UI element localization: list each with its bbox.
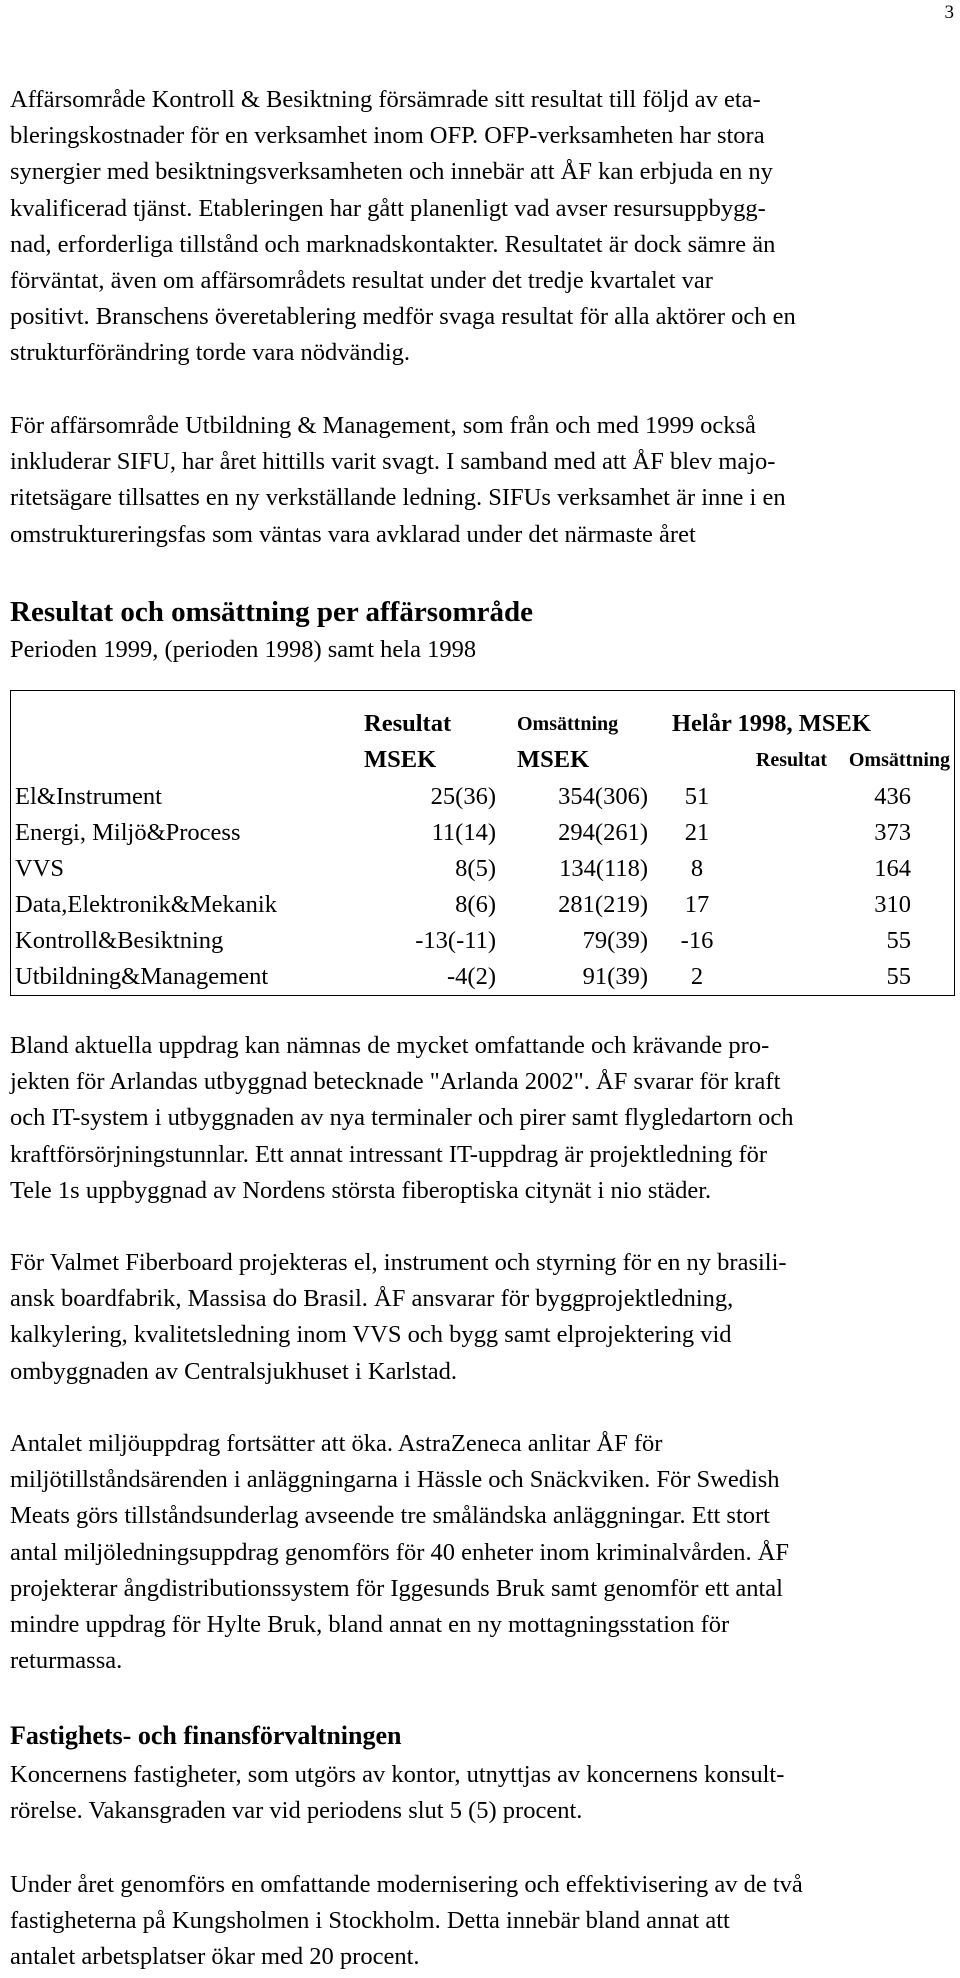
text-line: Under året genomförs en omfattande modernisering och effektivisering av de två <box>10 1871 803 1898</box>
text-line: ansk boardfabrik, Massisa do Brasil. ÅF ansvarar för byggprojektledning, <box>10 1285 734 1313</box>
text-line: kalkylering, kvalitetsledning inom VVS och bygg samt elprojektering vid <box>10 1321 732 1349</box>
text-line: ritetsägare tillsattes en ny verkställande ledning. SIFUs verksamhet är inne i en <box>10 484 786 512</box>
row-resultat: 25(36) <box>430 783 496 810</box>
text-line: ombyggnaden av Centralsjukhuset i Karlstad. <box>10 1357 458 1385</box>
row-resultat: -4(2) <box>447 963 496 990</box>
text-line: rörelse. Vakansgraden var vid periodens slut 5 (5) procent. <box>10 1797 583 1825</box>
row-name: Kontroll&Besiktning <box>15 927 224 954</box>
text-line: jekten för Arlandas utbyggnad betecknade "Arlanda 2002". ÅF svarar för kraft <box>10 1068 781 1096</box>
text-line: projekterar ångdistributionssystem för Iggesunds Bruk samt genomför ett antal <box>10 1574 783 1602</box>
row-helar-omsattning: 164 <box>874 855 911 882</box>
text-line: Koncernens fastigheter, som utgörs av kontor, utnyttjas av koncernens konsult- <box>10 1761 785 1788</box>
text-line: kraftförsörjningstunnlar. Ett annat intressant IT-uppdrag är projektledning för <box>10 1140 768 1168</box>
table-title: Resultat och omsättning per affärsområde <box>10 596 534 628</box>
header-helar-1998: Helår 1998, MSEK <box>672 710 871 737</box>
text-line: Tele 1s uppbyggnad av Nordens största fiberoptiska citynät i nio städer. <box>10 1176 712 1204</box>
row-omsattning: 281(219) <box>558 891 648 918</box>
text-line: returmassa. <box>10 1647 123 1675</box>
row-resultat: 8(6) <box>455 891 496 918</box>
row-name: VVS <box>15 855 65 882</box>
row-helar-resultat: 21 <box>684 819 710 846</box>
row-omsattning: 79(39) <box>582 927 648 954</box>
row-helar-omsattning: 55 <box>886 927 911 954</box>
text-line: synergier med besiktningsverksamheten och innebär att ÅF kan erbjuda en ny <box>10 158 773 186</box>
header-resultat-unit: MSEK <box>364 746 437 773</box>
paragraph-fastigheter <box>10 1757 956 1829</box>
section-heading-fastighet: Fastighets- och finansförvaltningen <box>10 1721 402 1750</box>
text-line: och IT-system i utbyggnaden av nya terminaler och pirer samt flygledartorn och <box>10 1104 794 1132</box>
text-line: förväntat, även om affärsområdets resultat under det tredje kvartalet var <box>10 267 713 295</box>
paragraph-valmet <box>10 1245 956 1390</box>
paragraph-miljouppdrag <box>10 1426 956 1679</box>
text-line: bleringskostnader för en verksamhet inom OFP. OFP-verksamheten har stora <box>10 122 765 150</box>
text-line: Antalet miljöuppdrag fortsätter att öka. AstraZeneca anlitar ÅF för <box>10 1430 663 1457</box>
row-name: El&Instrument <box>15 783 162 810</box>
row-omsattning: 294(261) <box>558 819 648 846</box>
row-omsattning: 91(39) <box>582 963 648 990</box>
row-helar-omsattning: 55 <box>886 963 911 990</box>
header-omsattning-unit: MSEK <box>517 746 590 773</box>
text-line: fastigheterna på Kungsholmen i Stockholm. Detta innebär bland annat att <box>10 1907 730 1935</box>
paragraph-kontroll-besiktning <box>10 82 956 372</box>
text-line: Affärsområde Kontroll & Besiktning försämrade sitt resultat till följd av eta- <box>10 86 761 113</box>
row-resultat: 8(5) <box>455 855 496 882</box>
row-name: Utbildning&Management <box>15 963 269 990</box>
row-helar-omsattning: 310 <box>874 891 911 918</box>
text-line: Bland aktuella uppdrag kan nämnas de mycket omfattande och krävande pro- <box>10 1032 770 1059</box>
header-resultat: Resultat <box>364 710 452 737</box>
row-name: Energi, Miljö&Process <box>15 819 241 846</box>
text-line: mindre uppdrag för Hylte Bruk, bland annat en ny mottagningsstation för <box>10 1611 730 1639</box>
table-subtitle: Perioden 1999, (perioden 1998) samt hela 1998 <box>10 636 477 663</box>
text-line: omstruktureringsfas som väntas vara avklarad under det närmaste året <box>10 520 696 548</box>
text-line: miljötillståndsärenden i anläggningarna i Hässle och Snäckviken. För Swedish <box>10 1466 780 1494</box>
row-helar-resultat: 2 <box>690 963 704 990</box>
page-number: 3 <box>944 2 954 23</box>
row-name: Data,Elektronik&Mekanik <box>15 891 277 918</box>
row-resultat: 11(14) <box>431 819 496 846</box>
text-line: inkluderar SIFU, har året hittills varit svagt. I samband med att ÅF blev majo- <box>10 448 776 476</box>
row-omsattning: 134(118) <box>559 855 648 882</box>
text-line: Meats görs tillståndsunderlag avseende tre småländska anläggningar. Ett stort <box>10 1502 770 1530</box>
row-helar-omsattning: 373 <box>874 819 911 846</box>
paragraph-utbildning-management <box>10 408 956 553</box>
text-line: nad, erforderliga tillstånd och marknadskontakter. Resultatet är dock sämre än <box>10 230 776 258</box>
paragraph-modernisering <box>10 1867 956 1976</box>
text-line: För Valmet Fiberboard projekteras el, instrument och styrning för en ny brasili- <box>10 1249 787 1276</box>
text-line: antal miljöledningsuppdrag genomförs för 40 enheter inom kriminalvården. ÅF <box>10 1538 790 1566</box>
text-line: strukturförändring torde vara nödvändig. <box>10 339 411 367</box>
text-line: kvalificerad tjänst. Etableringen har gått planenligt vad avser resursuppbygg- <box>10 194 766 222</box>
row-helar-resultat: 8 <box>690 855 704 882</box>
row-helar-omsattning: 436 <box>874 783 911 810</box>
header-helar-omsattning: Omsättning <box>848 749 950 771</box>
row-omsattning: 354(306) <box>558 783 648 810</box>
row-resultat: -13(-11) <box>415 927 496 954</box>
row-helar-resultat: -16 <box>680 927 714 954</box>
row-helar-resultat: 51 <box>684 783 710 810</box>
paragraph-aktuella-uppdrag <box>10 1028 956 1209</box>
text-line: För affärsområde Utbildning & Management, som från och med 1999 också <box>10 412 756 439</box>
results-table <box>10 690 955 996</box>
text-line: antalet arbetsplatser ökar med 20 procent. <box>10 1943 420 1971</box>
header-omsattning: Omsättning <box>517 713 619 735</box>
header-helar-resultat: Resultat <box>755 749 827 771</box>
row-helar-resultat: 17 <box>684 891 710 918</box>
text-line: positivt. Branschens överetablering medför svaga resultat för alla aktörer och en <box>10 303 796 331</box>
